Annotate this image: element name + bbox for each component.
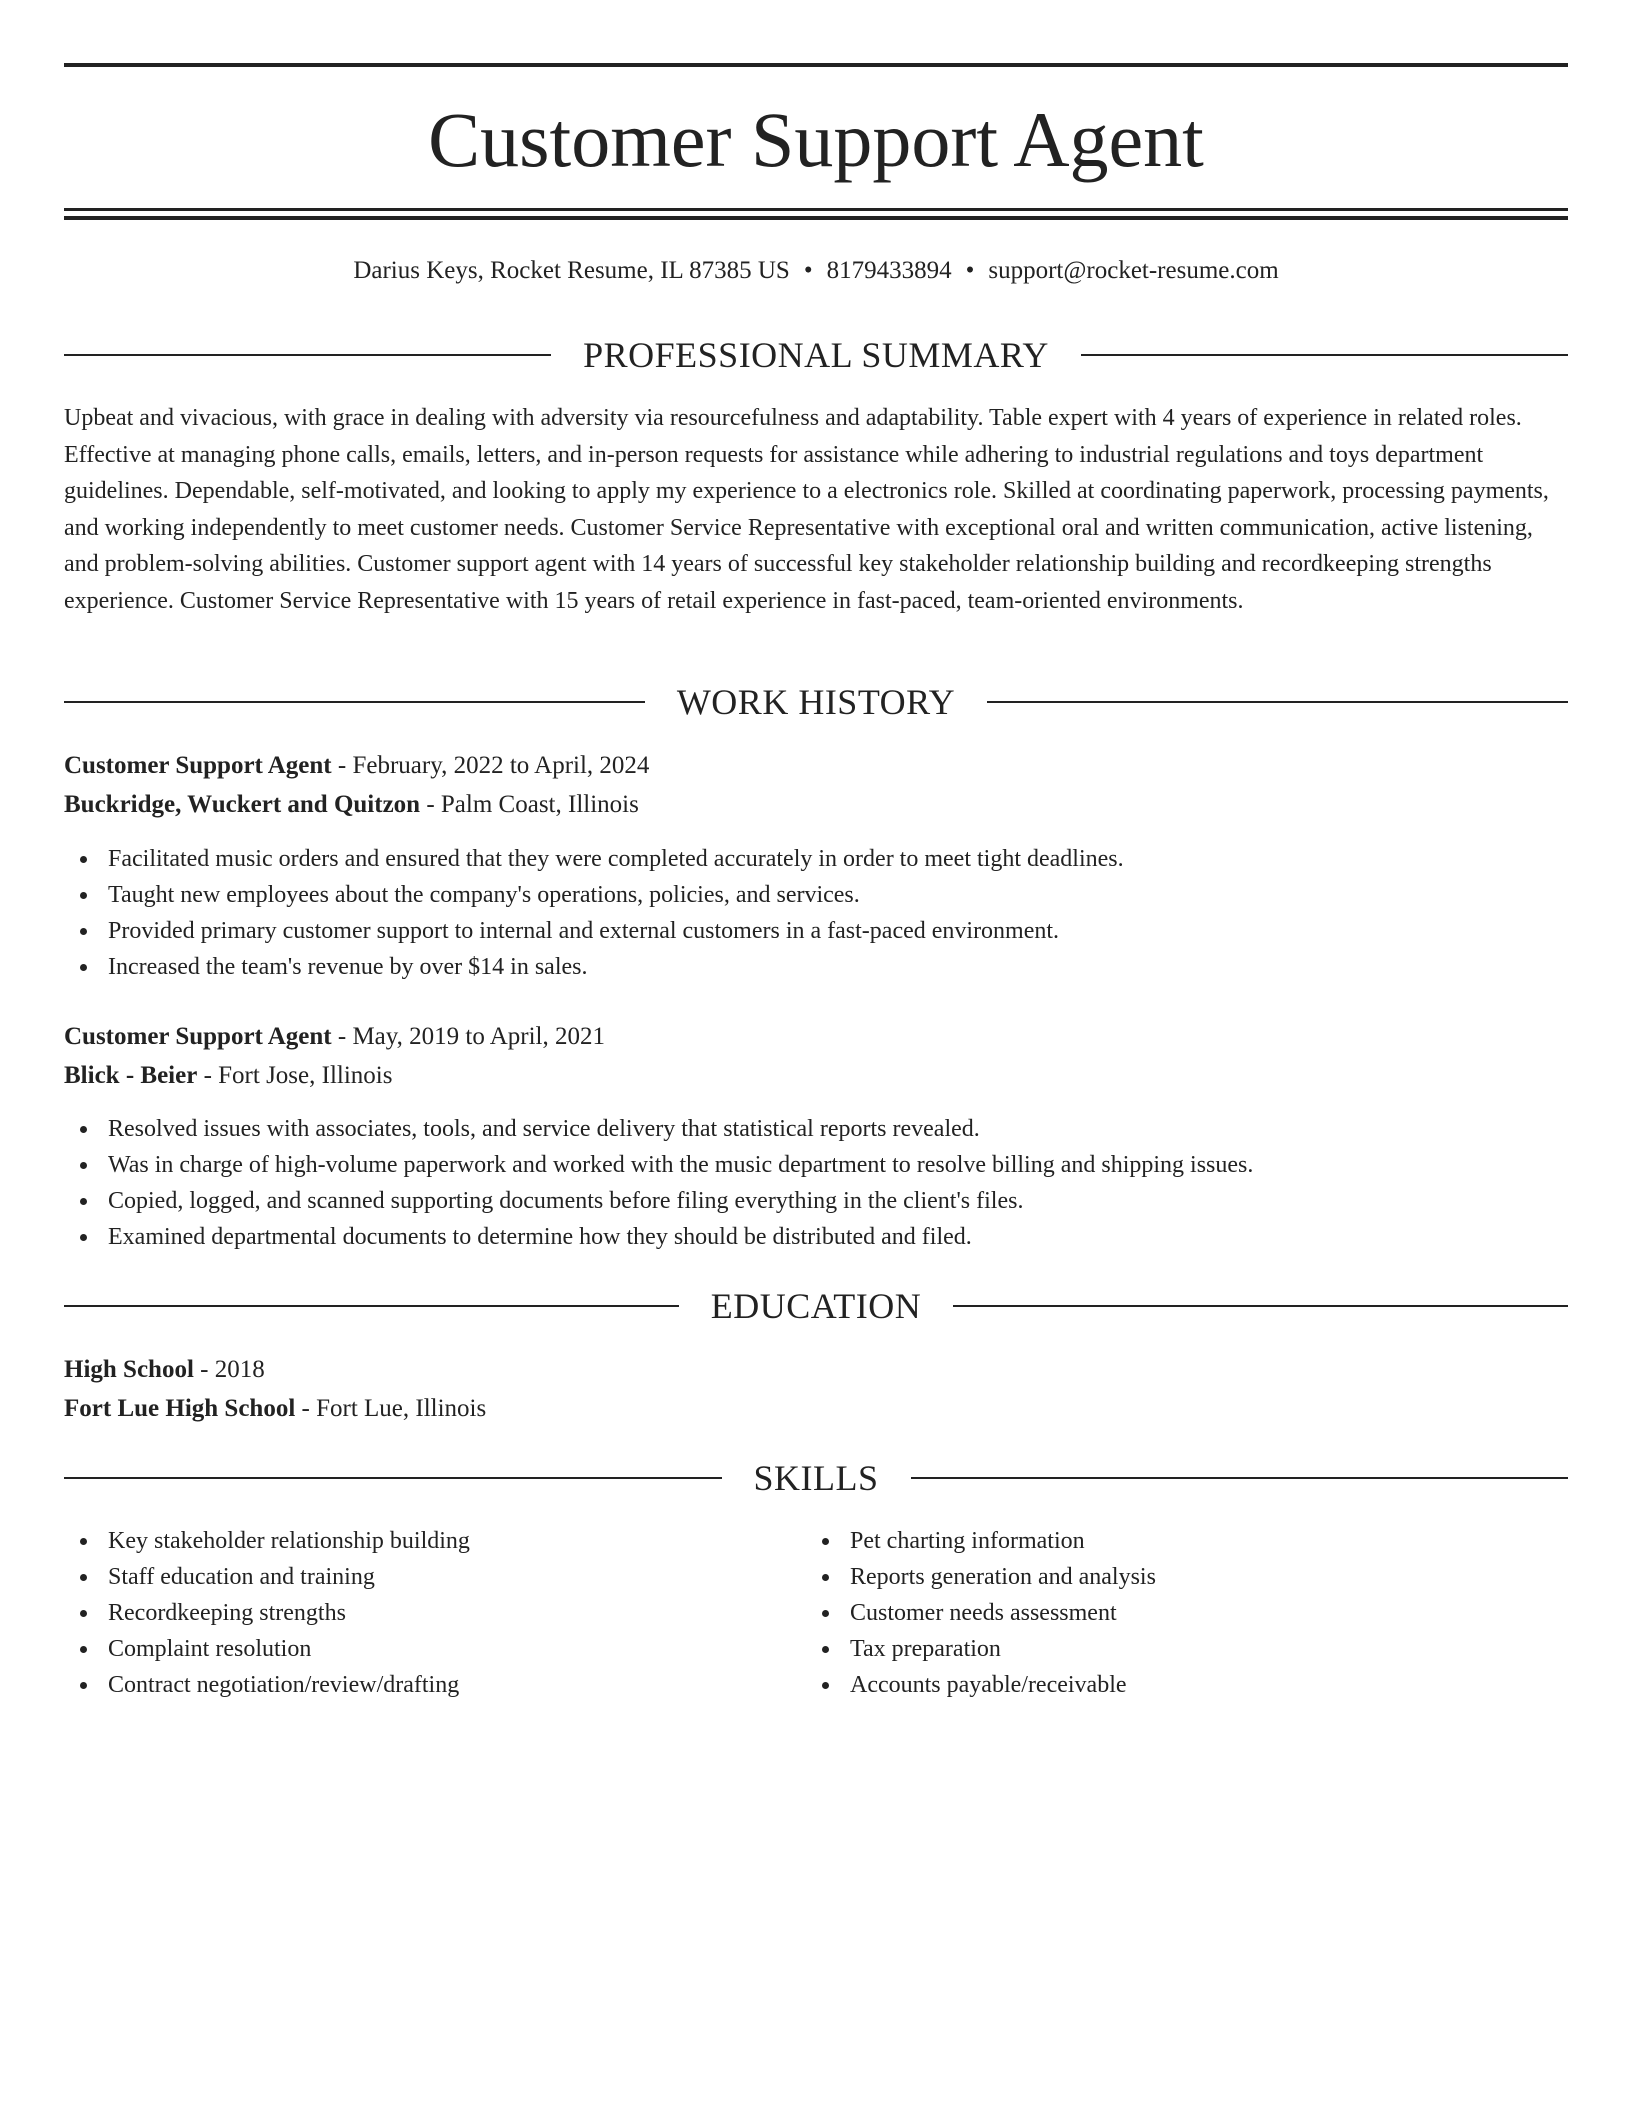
heading-rule-left: [64, 354, 551, 356]
heading-rule-left: [64, 1305, 679, 1307]
list-item: Increased the team's revenue by over $14 in sales.: [64, 949, 1568, 985]
education-location: - Fort Lue, Illinois: [295, 1395, 487, 1422]
education-section-heading: [64, 1284, 1568, 1328]
list-item: Tax preparation: [806, 1631, 1506, 1667]
list-item: Staff education and training: [64, 1559, 764, 1595]
heading-rule-left: [64, 701, 645, 703]
list-item: Reports generation and analysis: [806, 1559, 1506, 1595]
job-title: Customer Support Agent: [64, 752, 332, 779]
list-item: Recordkeeping strengths: [64, 1595, 764, 1631]
list-item: Copied, logged, and scanned supporting documents before filing everything in the client's files.: [64, 1183, 1568, 1219]
header-bottom-rule: [64, 208, 1568, 211]
summary-text: Upbeat and vivacious, with grace in dealing with adversity via resourcefulness and adaptability. Table expert with 4 years of experience in related roles. Effective at managing phone calls, emails, letters, and in-person requests for assistance while adhering to industrial regulations and toys department guidelines. Dependable, self-motivated, and looking to apply my experience to a electronics role. Skilled at coordinating paperwork, processing payments, and working independently to meet customer needs. Customer Service Representative with exceptional oral and written communication, active listening, and problem-solving abilities. Customer support agent with 14 years of successful key stakeholder relationship building and recordkeeping strengths experience. Customer Service Representative with 15 years of retail experience in fast-paced, team-oriented environments.: [64, 405, 1549, 614]
education-heading: EDUCATION: [710, 1286, 922, 1326]
job-bullet-list: [64, 841, 1568, 985]
list-item: Examined departmental documents to determine how they should be distributed and filed.: [64, 1219, 1568, 1255]
summary-heading: PROFESSIONAL SUMMARY: [583, 335, 1049, 375]
education-school: Fort Lue High School: [64, 1395, 296, 1422]
education-degree: High School: [64, 1356, 194, 1383]
heading-rule-right: [953, 1305, 1568, 1307]
list-item: Accounts payable/receivable: [806, 1667, 1506, 1703]
job-dates: - May, 2019 to April, 2021: [331, 1023, 605, 1050]
heading-rule-right: [987, 701, 1568, 703]
job-dates: - February, 2022 to April, 2024: [331, 752, 650, 779]
list-item: Key stakeholder relationship building: [64, 1523, 764, 1559]
heading-rule-left: [64, 1477, 722, 1479]
work-heading: WORK HISTORY: [676, 682, 956, 722]
job-location: - Palm Coast, Illinois: [420, 791, 639, 818]
contact-address: Darius Keys, Rocket Resume, IL 87385 US: [353, 257, 790, 284]
job-title-line: [64, 1019, 1568, 1055]
contact-line: [64, 254, 1568, 288]
list-item: Was in charge of high-volume paperwork and worked with the music department to resolve billing and shipping issues.: [64, 1147, 1568, 1183]
job-bullet-list: [64, 1111, 1568, 1255]
job-company-line: [64, 787, 1568, 823]
education-degree-line: [64, 1352, 1568, 1388]
list-item: Provided primary customer support to internal and external customers in a fast-paced environment.: [64, 913, 1568, 949]
list-item: Contract negotiation/review/drafting: [64, 1667, 764, 1703]
list-item: Resolved issues with associates, tools, and service delivery that statistical reports revealed.: [64, 1111, 1568, 1147]
job-company-line: [64, 1058, 1568, 1094]
skills-heading: SKILLS: [753, 1458, 879, 1498]
work-section-heading: [64, 680, 1568, 724]
job-title: Customer Support Agent: [64, 1023, 332, 1050]
summary-section-heading: [64, 333, 1568, 377]
contact-email: support@rocket-resume.com: [988, 257, 1279, 284]
header-top-rule: [64, 63, 1568, 67]
education-year: - 2018: [193, 1356, 265, 1383]
skills-list-left: [64, 1523, 764, 1703]
header-bottom-rule-second: [64, 216, 1568, 220]
contact-separator: •: [803, 257, 813, 284]
job-location: - Fort Jose, Illinois: [197, 1062, 393, 1089]
contact-phone: 8179433894: [826, 257, 952, 284]
resume-title: Customer Support Agent: [428, 96, 1204, 183]
contact-separator: •: [965, 257, 975, 284]
list-item: Customer needs assessment: [806, 1595, 1506, 1631]
education-school-line: [64, 1391, 1568, 1427]
list-item: Taught new employees about the company's operations, policies, and services.: [64, 877, 1568, 913]
heading-rule-right: [911, 1477, 1569, 1479]
list-item: Facilitated music orders and ensured that they were completed accurately in order to meet tight deadlines.: [64, 841, 1568, 877]
list-item: Pet charting information: [806, 1523, 1506, 1559]
heading-rule-right: [1081, 354, 1568, 356]
skills-section-heading: [64, 1456, 1568, 1500]
skills-list-right: [806, 1523, 1506, 1703]
job-company: Blick - Beier: [64, 1062, 198, 1089]
job-title-line: [64, 748, 1568, 784]
list-item: Complaint resolution: [64, 1631, 764, 1667]
job-company: Buckridge, Wuckert and Quitzon: [64, 791, 421, 818]
